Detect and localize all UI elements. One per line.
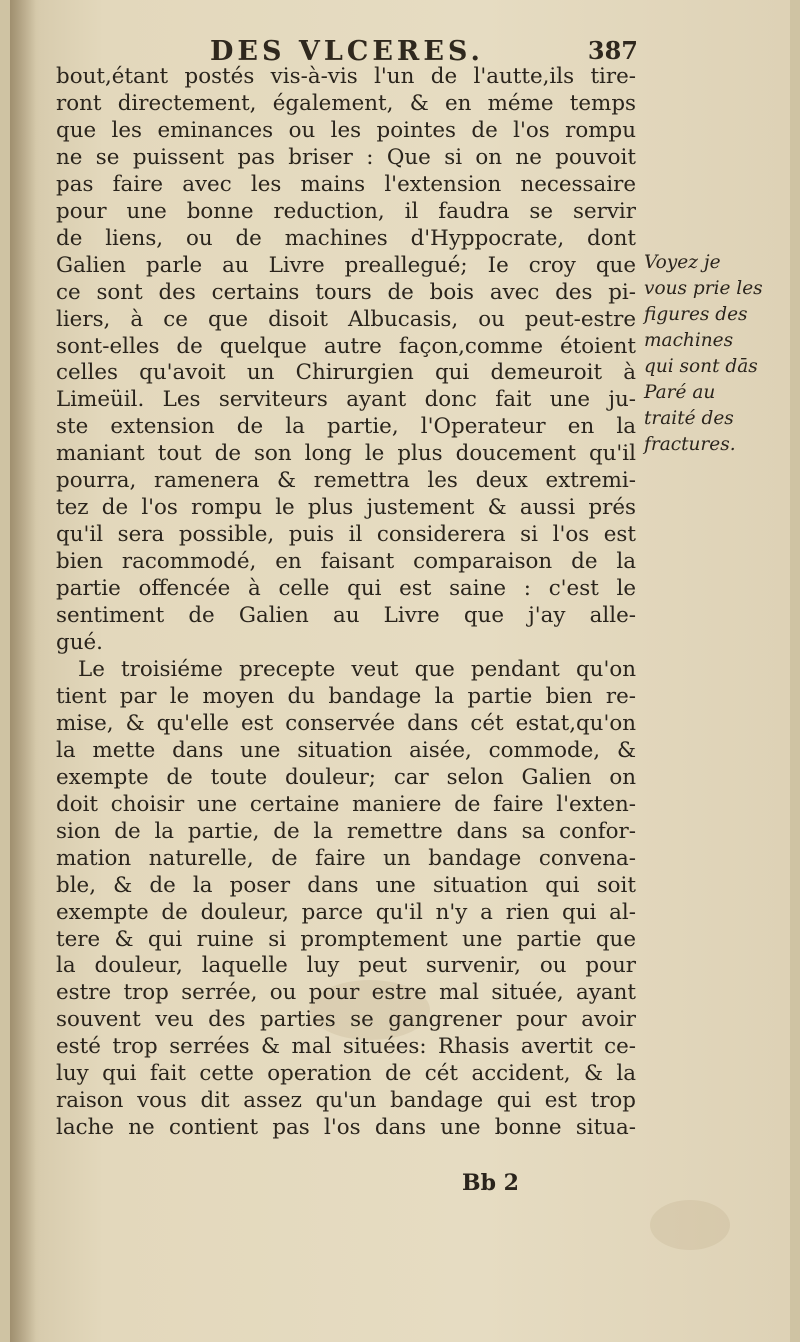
text-line: luy qui fait cette operation de cét accident, & la bbox=[56, 1061, 636, 1087]
text-line: bien racommodé, en faisant comparaison de la bbox=[56, 549, 636, 575]
paragraph-start-line: Le troisiéme precepte veut que pendant qu'on bbox=[78, 656, 636, 682]
margin-note-line: qui sont dās bbox=[644, 356, 758, 377]
margin-note-line: vous prie les bbox=[644, 278, 763, 299]
text-line: celles qu'avoit un Chirurgien qui demeuroit à bbox=[56, 360, 636, 386]
text-line: bout,étant postés vis-à-vis l'un de l'autte,ils tire- bbox=[56, 64, 636, 89]
text-line: ce sont des certains tours de bois avec des pi- bbox=[56, 279, 636, 305]
text-line: la douleur, laquelle luy peut survenir, ou pour bbox=[56, 953, 636, 979]
signature-mark: Bb 2 bbox=[462, 1170, 519, 1196]
text-line: mation naturelle, de faire un bandage convena- bbox=[56, 845, 636, 871]
text-line: tez de l'os rompu le plus justement & aussi prés bbox=[56, 495, 636, 521]
text-line: Galien parle au Livre preallegué; Ie croy que bbox=[56, 252, 636, 278]
page-gutter-shadow bbox=[10, 0, 36, 1342]
text-line: pourra, ramenera & remettra les deux extremi- bbox=[56, 468, 636, 494]
text-line: souvent veu des parties se gangrener pour avoir bbox=[56, 1007, 636, 1033]
page-number: 387 bbox=[587, 36, 638, 65]
margin-note-line: machines bbox=[644, 330, 734, 351]
text-line: tere & qui ruine si promptement une partie que bbox=[56, 926, 636, 952]
text-line: doit choisir une certaine maniere de faire l'exten- bbox=[56, 791, 636, 817]
running-title: DES VLCERES. bbox=[210, 36, 484, 67]
text-line: tient par le moyen du bandage la partie bien re- bbox=[56, 683, 636, 709]
text-line: exempte de douleur, parce qu'il n'y a rien qui al- bbox=[56, 899, 636, 925]
book-page bbox=[10, 0, 790, 1342]
text-line: esté trop serrées & mal situées: Rhasis avertit ce- bbox=[56, 1034, 636, 1060]
text-line: estre trop serrée, ou pour estre mal située, ayant bbox=[56, 980, 636, 1006]
text-line: sont-elles de quelque autre façon,comme étoient bbox=[56, 333, 636, 359]
text-line: la mette dans une situation aisée, commode, & bbox=[56, 737, 636, 763]
text-line: sion de la partie, de la remettre dans sa confor- bbox=[56, 818, 636, 844]
margin-note-line: traité des bbox=[644, 408, 734, 429]
text-line: de liens, ou de machines d'Hyppocrate, dont bbox=[56, 225, 636, 251]
text-line: pour une bonne reduction, il faudra se servir bbox=[56, 198, 636, 224]
margin-note-line: figures des bbox=[644, 304, 748, 325]
text-line: exempte de toute douleur; car selon Galien on bbox=[56, 764, 636, 790]
text-line: Limeüil. Les serviteurs ayant donc fait une ju- bbox=[56, 387, 636, 413]
text-line: gué. bbox=[56, 630, 103, 656]
text-line: qu'il sera possible, puis il considerera si l'os est bbox=[56, 522, 636, 548]
margin-note-line: Paré au bbox=[644, 382, 716, 403]
text-line: maniant tout de son long le plus doucement qu'il bbox=[56, 441, 636, 467]
text-line: ste extension de la partie, l'Operateur en la bbox=[56, 414, 636, 440]
paper-stain bbox=[650, 1200, 730, 1250]
margin-note-line: fractures. bbox=[644, 434, 736, 455]
body-text bbox=[56, 64, 636, 1142]
text-line: lache ne contient pas l'os dans une bonne situa- bbox=[56, 1115, 636, 1141]
text-line: liers, à ce que disoit Albucasis, ou peut-estre bbox=[56, 306, 636, 332]
text-line: raison vous dit assez qu'un bandage qui est trop bbox=[56, 1088, 636, 1114]
text-line: partie offencée à celle qui est saine : c'est le bbox=[56, 576, 636, 602]
text-line: ble, & de la poser dans une situation qui soit bbox=[56, 872, 636, 898]
margin-note bbox=[644, 250, 784, 458]
text-line: sentiment de Galien au Livre que j'ay alle- bbox=[56, 603, 636, 629]
text-line: mise, & qu'elle est conservée dans cét estat,qu'on bbox=[56, 710, 636, 736]
text-line: que les eminances ou les pointes de l'os rompu bbox=[56, 117, 636, 143]
margin-note-line: Voyez je bbox=[644, 252, 721, 273]
text-line: ne se puissent pas briser : Que si on ne pouvoit bbox=[56, 144, 636, 170]
text-line: pas faire avec les mains l'extension necessaire bbox=[56, 171, 636, 197]
text-line: ront directement, également, & en méme temps bbox=[56, 90, 636, 116]
